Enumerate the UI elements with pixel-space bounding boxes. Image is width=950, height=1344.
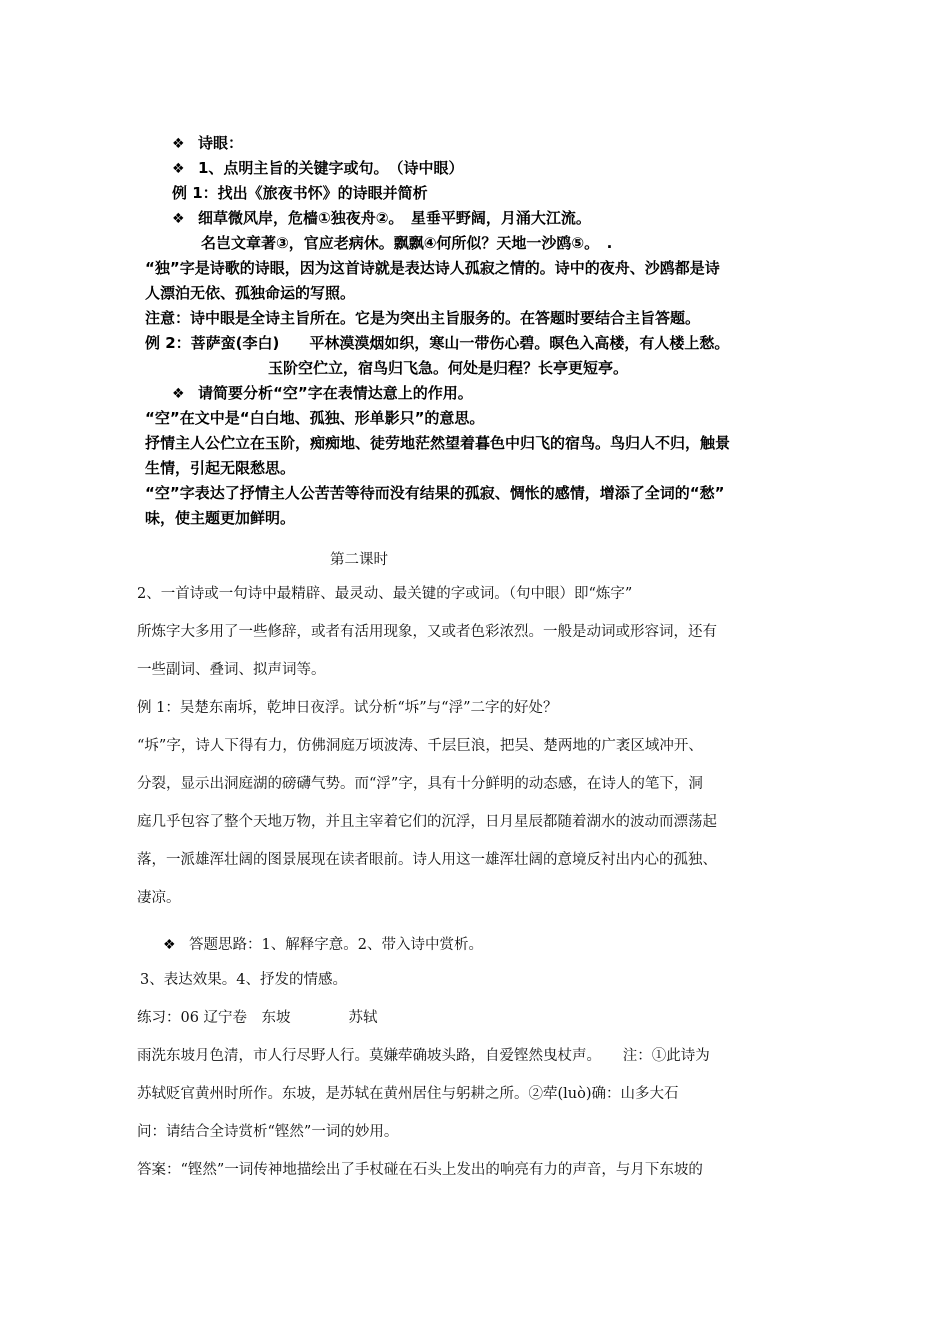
analysis-2-line-2: 抒情主人公伫立在玉阶，痴痴地、徒劳地茫然望着暮色中归飞的宿鸟。鸟归人不归，触景 [145, 434, 731, 452]
exercise-poem-line: 雨洗东坡月色清，市人行尽野人行。莫嫌荦确坡头路，自爱铿然曳杖声。 注：①此诗为 [137, 1048, 710, 1064]
answer-1-line-5: 凄凉。 [137, 890, 181, 906]
analysis-2-line-5: 味，使主题更加鲜明。 [145, 509, 296, 527]
refining-line-2: 一些副词、叠词、拟声词等。 [137, 662, 326, 678]
approach-text: 答题思路：1、解释字意。2、带入诗中赏析。 [189, 937, 483, 953]
exercise-heading: 练习：06 辽宁卷 东坡 苏轼 [137, 1010, 378, 1026]
analysis-1-line-1: “独”字是诗歌的诗眼，因为这首诗就是表达诗人孤寂之情的。诗中的夜舟、沙鸥都是诗 [145, 259, 720, 277]
note-line: 注意：诗中眼是全诗主旨所在。它是为突出主旨服务的。在答题时要结合主旨答题。 [145, 309, 701, 327]
bullet-line-approach [163, 937, 483, 954]
exercise-answer-line: 答案：“铿然”一词传神地描绘出了手杖碰在石头上发出的响亮有力的声音，与月下东坡的 [137, 1162, 703, 1178]
poem-eye-heading: 诗眼： [198, 134, 244, 152]
refining-line-1: 所炼字大多用了一些修辞，或者有活用现象，又或者色彩浓烈。一般是动词或形容词，还有 [137, 624, 717, 640]
example-2-line-2: 玉阶空伫立，宿鸟归飞急。何处是归程？长亭更短亭。 [268, 359, 629, 377]
bullet-line-poem-eye [172, 134, 243, 153]
diamond-bullet-icon: ❖ [172, 386, 185, 402]
diamond-bullet-icon: ❖ [172, 136, 185, 152]
example-1-line: 例 1：找出《旅夜书怀》的诗眼并简析 [172, 184, 428, 202]
answer-1-line-4: 落，一派雄浑壮阔的图景展现在读者眼前。诗人用这一雄浑壮阔的意境反衬出内心的孤独、 [137, 852, 717, 868]
answer-1-line-2: 分裂，显示出洞庭湖的磅礴气势。而“浮”字，具有十分鲜明的动态感，在诗人的笔下，洞 [137, 776, 703, 792]
point-1-text: 1、点明主旨的关键字或句。 （诗中眼） [198, 159, 464, 177]
analysis-2-line-1: “空”在文中是“白白地、孤独、形单影只”的意思。 [145, 409, 485, 427]
poem-1-line-1: 细草微风岸，危樯①独夜舟②。 星垂平野阔，月涌大江流。 [198, 209, 591, 227]
diamond-bullet-icon: ❖ [172, 211, 185, 227]
analysis-2-line-3: 生情，引起无限愁思。 [145, 459, 296, 477]
example-2-line-1: 例 2：菩萨蛮(李白) 平林漠漠烟如织，寒山一带伤心碧。暝色入高楼，有人楼上愁。 [145, 334, 730, 352]
exercise-question-line: 问：请结合全诗赏析“铿然”一词的妙用。 [137, 1124, 399, 1140]
point-2-line: 2、一首诗或一句诗中最精辟、最灵动、最关键的字或词。（句中眼）即“炼字” [137, 586, 633, 602]
example-1b-line: 例 1：吴楚东南坼，乾坤日夜浮。试分析“坼”与“浮”二字的好处？ [137, 700, 558, 716]
bullet-line-question-2 [172, 384, 473, 403]
analysis-1-line-2: 人漂泊无依、孤独命运的写照。 [145, 284, 356, 302]
poem-1-line-2: 名岂文章著③，官应老病休。飘飘④何所似？天地一沙鸥⑤。 . [201, 234, 613, 252]
approach-continued: 3、表达效果。4、抒发的情感。 [140, 972, 347, 988]
diamond-bullet-icon: ❖ [172, 161, 185, 177]
answer-1-line-1: “坼”字，诗人下得有力，仿佛洞庭万顷波涛、千层巨浪，把吴、楚两地的广袤区域冲开、 [137, 738, 703, 754]
diamond-bullet-icon: ❖ [163, 937, 176, 953]
question-2-text: 请简要分析“空”字在表情达意上的作用。 [198, 384, 473, 402]
exercise-note-line: 苏轼贬官黄州时所作。东坡，是苏轼在黄州居住与躬耕之所。②荦(luò)确：山多大石 [137, 1086, 679, 1102]
bullet-line-point-1 [172, 159, 463, 178]
answer-1-line-3: 庭几乎包容了整个天地万物，并且主宰着它们的沉浮，日月星辰都随着湖水的波动而漂荡起 [137, 814, 717, 830]
lesson-heading: 第二课时 [330, 552, 388, 568]
analysis-2-line-4: “空”字表达了抒情主人公苦苦等待而没有结果的孤寂、惆怅的感情，增添了全词的“愁” [145, 484, 725, 502]
bullet-line-poem-1 [172, 209, 591, 228]
